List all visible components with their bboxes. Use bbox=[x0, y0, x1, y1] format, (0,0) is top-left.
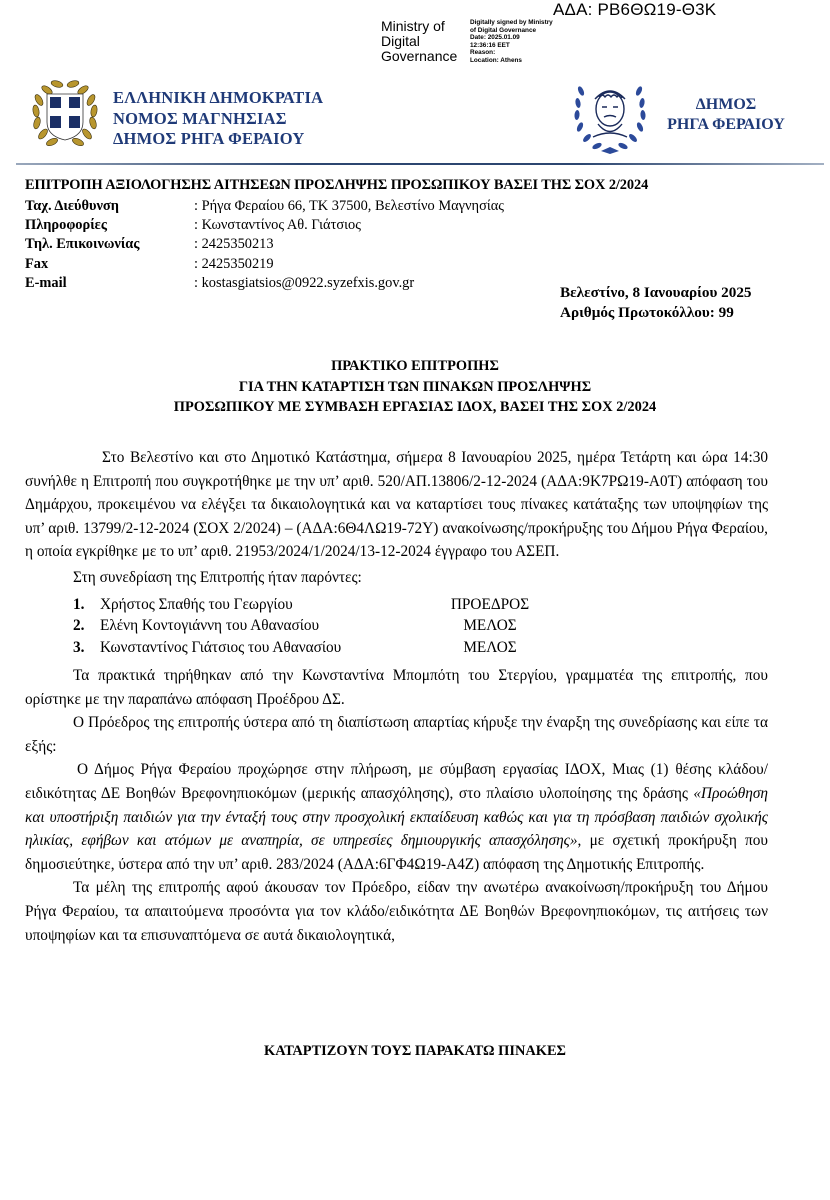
municipality-title: ΔΗΜΟΣ ΡΗΓΑ ΦΕΡΑΙΟΥ bbox=[113, 129, 305, 148]
contact-label: Fax bbox=[25, 255, 49, 272]
member-row bbox=[73, 637, 768, 659]
member-role: ΠΡΟΕΔΡΟΣ bbox=[450, 595, 530, 613]
committee-name: ΕΠΙΤΡΟΠΗ ΑΞΙΟΛΟΓΗΣΗΣ ΑΙΤΗΣΕΩΝ ΠΡΟΣΛΗΨΗΣ ΠΡΟΣΩΠΙΚΟΥ ΒΑΣΕΙ ΤΗΣ ΣΟΧ 2/2024 bbox=[25, 177, 649, 193]
contact-info bbox=[25, 197, 504, 293]
signature-detail-line: Location: Athens bbox=[470, 56, 522, 64]
member-row bbox=[73, 594, 768, 616]
signature-org-line: Governance bbox=[381, 48, 458, 64]
signature-detail-line: 12:36:16 EET bbox=[470, 41, 510, 49]
signature-org-line: Digital bbox=[381, 33, 420, 49]
document-title bbox=[0, 356, 830, 418]
section-heading: ΚΑΤΑΡΤΙΖΟΥΝ ΤΟΥΣ ΠΑΡΑΚΑΤΩ ΠΙΝΑΚΕΣ bbox=[264, 1043, 566, 1059]
signature-detail-line: Date: 2025.01.09 bbox=[470, 34, 520, 42]
protocol-number: Αριθμός Πρωτοκόλλου: 99 bbox=[560, 304, 734, 321]
municipality-brand-line: ΔΗΜΟΣ bbox=[695, 96, 757, 113]
member-number: 2. bbox=[73, 617, 85, 635]
member-number: 3. bbox=[73, 638, 85, 656]
paragraph-position-details bbox=[25, 758, 768, 876]
member-number: 1. bbox=[73, 595, 85, 613]
contact-row-info bbox=[25, 216, 504, 235]
contact-label: Τηλ. Επικοινωνίας bbox=[25, 236, 140, 253]
signature-organization bbox=[381, 19, 457, 64]
signature-detail-line: of Digital Governance bbox=[470, 26, 537, 34]
member-name: Κωνσταντίνος Γιάτσιος του Αθανασίου bbox=[100, 638, 342, 656]
paragraph-quorum: Ο Πρόεδρος της επιτροπής ύστερα από τη διαπίστωση απαρτίας κήρυξε την έναρξη της συνεδρίασης και είπε τα εξής: bbox=[25, 714, 768, 755]
contact-value: : Ρήγα Φεραίου 66, ΤΚ 37500, Βελεστίνο Μαγνησίας bbox=[194, 198, 504, 214]
greek-coat-of-arms-icon bbox=[30, 78, 100, 150]
program-title: «Προώθηση και υποστήριξη παιδιών για την ένταξή τους στην προσχολική εκπαίδευση καθώς και για τη πρόσβαση παιδιών σχολικής ηλικίας, εφήβων και ατόμων με αναπηρία, σε υπηρεσίες δημιουργικής απασχόλησης» bbox=[25, 785, 768, 850]
member-name: Χρήστος Σπαθής του Γεωργίου bbox=[100, 595, 293, 613]
email-link[interactable]: : kostasgiatsios@0922.syzefxis.gov.gr bbox=[194, 274, 415, 291]
contact-row-address bbox=[25, 197, 504, 216]
member-name: Ελένη Κοντογιάννη του Αθανασίου bbox=[100, 617, 320, 635]
document-title-line: ΓΙΑ ΤΗΝ ΚΑΤΑΡΤΙΣΗ ΤΩΝ ΠΙΝΑΚΩΝ ΠΡΟΣΛΗΨΗΣ bbox=[238, 378, 592, 395]
member-row bbox=[73, 615, 768, 637]
document-body bbox=[25, 446, 768, 947]
member-role: ΜΕΛΟΣ bbox=[463, 638, 517, 656]
municipality-brand bbox=[656, 95, 796, 135]
signature-details bbox=[470, 19, 553, 65]
header-divider bbox=[16, 163, 824, 165]
contact-row-fax bbox=[25, 255, 504, 274]
contact-row-email bbox=[25, 274, 504, 293]
ada-code: ΑΔΑ: ΡΒ6ΘΩ19-Θ3Κ bbox=[553, 0, 717, 19]
signature-org-line: Ministry of bbox=[381, 18, 445, 34]
member-role: ΜΕΛΟΣ bbox=[463, 617, 517, 635]
prefecture-title: ΝΟΜΟΣ ΜΑΓΝΗΣΙΑΣ bbox=[113, 108, 287, 128]
members-list bbox=[73, 594, 768, 659]
contact-label: Πληροφορίες bbox=[25, 217, 107, 234]
contact-value: : 2425350219 bbox=[194, 255, 274, 272]
rigas-feraios-laurel-emblem-icon bbox=[571, 77, 649, 157]
place-date-block bbox=[560, 283, 752, 323]
paragraph-present-intro: Στη συνεδρίαση της Επιτροπής ήταν παρόντες: bbox=[73, 568, 362, 586]
signature-detail-line: Digitally signed by Ministry bbox=[470, 19, 553, 26]
contact-value: : 2425350213 bbox=[194, 236, 274, 253]
municipality-brand-line: ΡΗΓΑ ΦΕΡΑΙΟΥ bbox=[667, 116, 785, 133]
paragraph-text: , με σχετική προκήρυξη που δημοσιεύτηκε, ύστερα από την υπ’ αριθ. 283/2024 (ΑΔΑ:6ΓΦ4Ω19-Α4Ζ) απόφαση της Δημοτικής Επιτροπής. bbox=[25, 832, 768, 873]
signature-detail-line: Reason: bbox=[470, 49, 496, 57]
issuer-titles bbox=[113, 88, 323, 150]
contact-row-phone bbox=[25, 235, 504, 254]
paragraph-meeting-details: Στο Βελεστίνο και στο Δημοτικό Κατάστημα, σήμερα 8 Ιανουαρίου 2025, ημέρα Τετάρτη και ώρα 14:30 συνήλθε η Επιτροπή που συγκροτήθηκε με την υπ’ αριθ. 520/ΑΠ.13806/2-12-2024 (ΑΔΑ:9Κ7ΡΩ19-Α0Τ) απόφαση του Δημάρχου, προκειμένου να ελέγξει τα δικαιολογητικά και να καταρτίσει τους πίνακες κατάταξης των υποψηφίων της υπ’ αριθ. 13799/2-12-2024 (ΣΟΧ 2/2024) – (ΑΔΑ:6Θ4ΛΩ19-72Υ) ανακοίνωσης/προκήρυξης του Δήμου Ρήγα Φεραίου, η οποία εγκρίθηκε με το υπ’ αριθ. 21953/2024/1/2024/13-12-2024 έγγραφο του ΑΣΕΠ. bbox=[25, 449, 768, 561]
paragraph-minutes-secretary: Τα πρακτικά τηρήθηκαν από την Κωνσταντίνα Μπομπότη του Στεργίου, γραμματέα της επιτροπής, που ορίστηκε με την παραπάνω απόφαση Προέδρου ΔΣ. bbox=[25, 667, 768, 708]
contact-label: Ταχ. Διεύθυνση bbox=[25, 198, 119, 214]
place-date: Βελεστίνο, 8 Ιανουαρίου 2025 bbox=[560, 284, 752, 301]
country-title: ΕΛΛΗΝΙΚΗ ΔΗΜΟΚΡΑΤΙΑ bbox=[113, 88, 324, 107]
paragraph-text: Ο Δήμος Ρήγα Φεραίου προχώρησε στην πλήρωση, με σύμβαση εργασίας ΙΔΟΧ, Μιας (1) θέσης κλάδου/ειδικότητας ΔΕ Βοηθών Βρεφονηπιοκόμων (μερικής απασχόλησης), στο πλαίσιο υλοποίησης της δράσης bbox=[25, 761, 768, 803]
document-title-line: ΠΡΑΚΤΙΚΟ ΕΠΙΤΡΟΠΗΣ bbox=[331, 358, 499, 374]
contact-value: : Κωνσταντίνος Αθ. Γιάτσιος bbox=[194, 217, 361, 234]
document-title-line: ΠΡΟΣΩΠΙΚΟΥ ΜΕ ΣΥΜΒΑΣΗ ΕΡΓΑΣΙΑΣ ΙΔΟΧ, ΒΑΣΕΙ ΤΗΣ ΣΟΧ 2/2024 bbox=[173, 399, 657, 415]
contact-label: E-mail bbox=[25, 274, 67, 291]
paragraph-committee-review: Τα μέλη της επιτροπής αφού άκουσαν τον Πρόεδρο, είδαν την ανωτέρω ανακοίνωση/προκήρυξη του Δήμου Ρήγα Φεραίου, τα απαιτούμενα προσόντα για τον κλάδο/ειδικότητα ΔΕ Βοηθών Βρεφονηπιοκόμων, τις αιτήσεις των υποψηφίων και τα επισυναπτόμενα σε αυτά δικαιολογητικά, bbox=[25, 879, 768, 944]
